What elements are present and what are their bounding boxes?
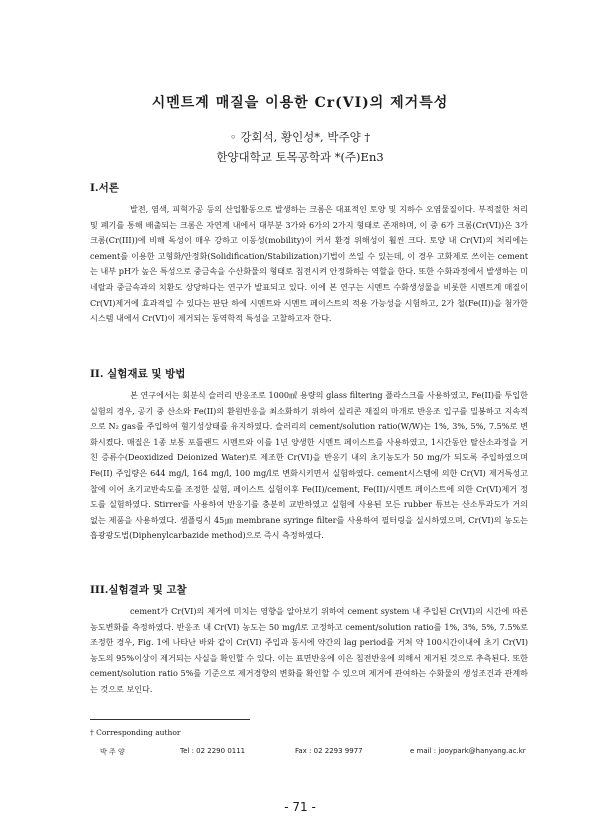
author-affiliation: 한양대학교 토목공학과 *(주)En3 [216,150,384,164]
section-body-results: cement가 Cr(VI)의 제거에 미치는 영향을 알아보기 위하여 cement system 내 주입된 Cr(VI)의 시간에 따른 농도변화를 측정하였다. 반응조 내 Cr(VI) 농도는 50 mg/l로 고정하고 cement/solution ratio를 1%, 3%, 5%, 7.5%로 조정한 경우, Fig. 1에 나타난 바와 같이 Cr(VI) 주입과 동시에 약간의 lag period를 거쳐 약 100시간이내에 초기 Cr(VI)농도의 95%이상이 제거되는 사실을 확인할 수 있다. 이는 표면반응에 이은 침전반응에 의해서 제거된 것으로 추측된다. 또한 cement/solution ratio 5%를 기준으로 제거경향의 변화를 확인할 수 있으며 제거에 관여하는 수화물의 생성조건과 관계하는 것으로 보인다. [90,606,528,694]
page-number: - 71 - [284,800,316,814]
footnote-email: e mail : jooypark@hanyang.ac.kr [410,747,526,755]
paper-title: 시멘트계 매질을 이용한 Cr(VI)의 제거특성 [151,95,449,111]
section-heading-methods: II. 실험재료 및 방법 [90,368,186,380]
section-body-introduction: 발전, 염색, 피혁가공 등의 산업활동으로 발생하는 크롬은 대표적인 토양 및 지하수 오염물질이다. 부적절한 처리 및 폐기를 통해 배출되는 크롬은 자연계 내에서 대부분 3가와 6가의 2가지 형태로 존재하며, 이 중 6가 크롬(Cr(VI))은 3가 크롬(Cr(III))에 비해 독성이 매우 강하고 이동성(mobility)이 커서 환경 위해성이 훨씬 크다. 토양 내 Cr(VI)의 처리에는 cement를 이용한 고형화/안정화(Solidification/Stabilization)기법이 쓰일 수 있는데, 이 경우 고화제로 쓰이는 cement는 내부 pH가 높은 특성으로 중금속을 수산화물의 형태로 침전시켜 안정화하는 역할을 한다. 또한 수화과정에서 발생하는 미네랄과 중금속과의 치환도 상당하다는 연구가 발표되고 있다. 이에 본 연구는 시멘트 수화생성물을 비롯한 시멘트계 매질이 Cr(VI)제거에 효과적일 수 있다는 판단 하에 시멘트와 시멘트 페이스트의 적용 가능성을 시험하고, 2가 철(Fe(II))을 첨가한 시스템 내에서 Cr(VI)이 제거되는 동역학적 특성을 고찰하고자 한다. [90,204,528,324]
footnote-name: 박 주 양 [100,748,125,756]
section-body-methods: 본 연구에서는 회분식 슬러리 반응조로 1000㎖ 용량의 glass filtering 플라스크를 사용하였고, Fe(II)를 투입한 실험의 경우, 공기 중 산소와 Fe(II)의 환원반응을 최소화하기 위하여 실리콘 재질의 마개로 반응조 입구를 밀봉하고 지속적으로 N₂ gas를 주입하여 혐기성상태를 유지하였다. 슬러리의 cement/solution ratio(W/W)는 1%, 3%, 5%, 7.5%로 변화시켰다. 매질은 1종 보통 포틀랜드 시멘트와 이를 1년 양생한 시멘트 페이스트를 사용하였고, 1시간동안 탈산소과정을 거친 증류수(Deoxidized Deionized Water)로 제조한 Cr(VI)을 반응기 내의 초기농도가 50 mg/가 되도록 주입하였으며 Fe(II) 주입량은 644 mg/l, 164 mg/l, 100 mg/l로 변화시키면서 실험하였다. cement시스템에 의한 Cr(VI) 제거특성고찰에 이어 초기교반속도를 조정한 실험, 페이스트 실험이후 Fe(II)/cement, Fe(II)/시멘트 페이스트에 의한 Cr(VI)제거 정도를 실험하였다. Stirrer를 사용하여 반응기를 충분히 교반하였고 실험에 사용된 모든 rubber 튜브는 산소투과도가 거의 없는 제품을 사용하였다. 샘플링시 45㎛ membrane syringe filter를 사용하여 필터링을 실시하였으며, Cr(VI)의 농도는 흡광광도법(Diphenylcarbazide method)으로 즉시 측정하였다. [90,390,528,541]
footnote-fax: Fax : 02 2293 9977 [295,747,363,755]
footnote-tel: Tel : 02 2290 0111 [180,747,246,755]
footnote-corresponding-author: † Corresponding author [90,728,181,737]
section-heading-results: III.실험결과 및 고찰 [90,584,187,596]
author-list: ◦ 강회석, 황인성*, 박주양 † [229,130,371,144]
section-heading-introduction: I.서론 [90,182,119,194]
footnote-divider [90,719,250,720]
